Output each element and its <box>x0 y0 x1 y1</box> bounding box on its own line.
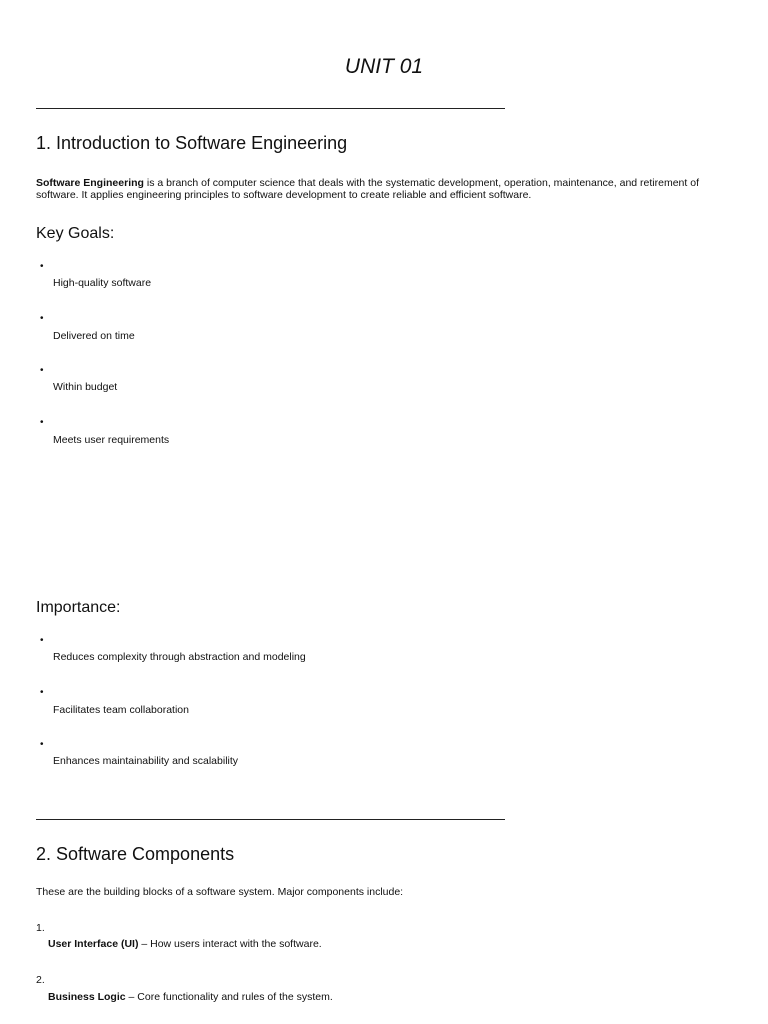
list-item: High-quality software <box>53 277 152 289</box>
list-item <box>48 991 333 1003</box>
item-term: Business Logic <box>48 991 126 1003</box>
bullet-icon: • <box>40 365 44 376</box>
divider-top <box>36 108 505 109</box>
page-title: UNIT 01 <box>344 55 424 78</box>
list-item: Enhances maintainability and scalability <box>53 755 239 767</box>
intro-term: Software Engineering <box>36 177 144 189</box>
list-item <box>48 938 322 950</box>
section2-heading: 2. Software Components <box>36 844 235 864</box>
item-desc: – Core functionality and rules of the system. <box>125 991 333 1003</box>
intro-line2: software. It applies engineering principles to software development to create reliable and efficient software. <box>36 189 532 201</box>
list-item: Delivered on time <box>53 330 135 342</box>
list-item: Within budget <box>53 381 118 393</box>
divider-middle <box>36 819 505 820</box>
bullet-icon: • <box>40 739 44 750</box>
item-term: User Interface (UI) <box>48 938 139 950</box>
intro-line1-rest: is a branch of computer science that deals with the systematic development, operation, maintenance, and retirement of <box>143 177 699 189</box>
section1-heading: 1. Introduction to Software Engineering <box>36 133 348 153</box>
section1-intro <box>36 177 736 201</box>
list-item: Meets user requirements <box>53 434 170 446</box>
bullet-icon: • <box>40 687 44 698</box>
bullet-icon: • <box>40 313 44 324</box>
importance-heading: Importance: <box>36 599 121 616</box>
list-number: 1. <box>36 922 45 934</box>
bullet-icon: • <box>40 417 44 428</box>
list-number: 2. <box>36 974 45 986</box>
key-goals-heading: Key Goals: <box>36 225 115 242</box>
list-item: Facilitates team collaboration <box>53 704 189 716</box>
section2-intro: These are the building blocks of a software system. Major components include: <box>36 886 404 898</box>
item-desc: – How users interact with the software. <box>138 938 322 950</box>
bullet-icon: • <box>40 635 44 646</box>
bullet-icon: • <box>40 261 44 272</box>
list-item: Reduces complexity through abstraction and modeling <box>53 651 306 663</box>
